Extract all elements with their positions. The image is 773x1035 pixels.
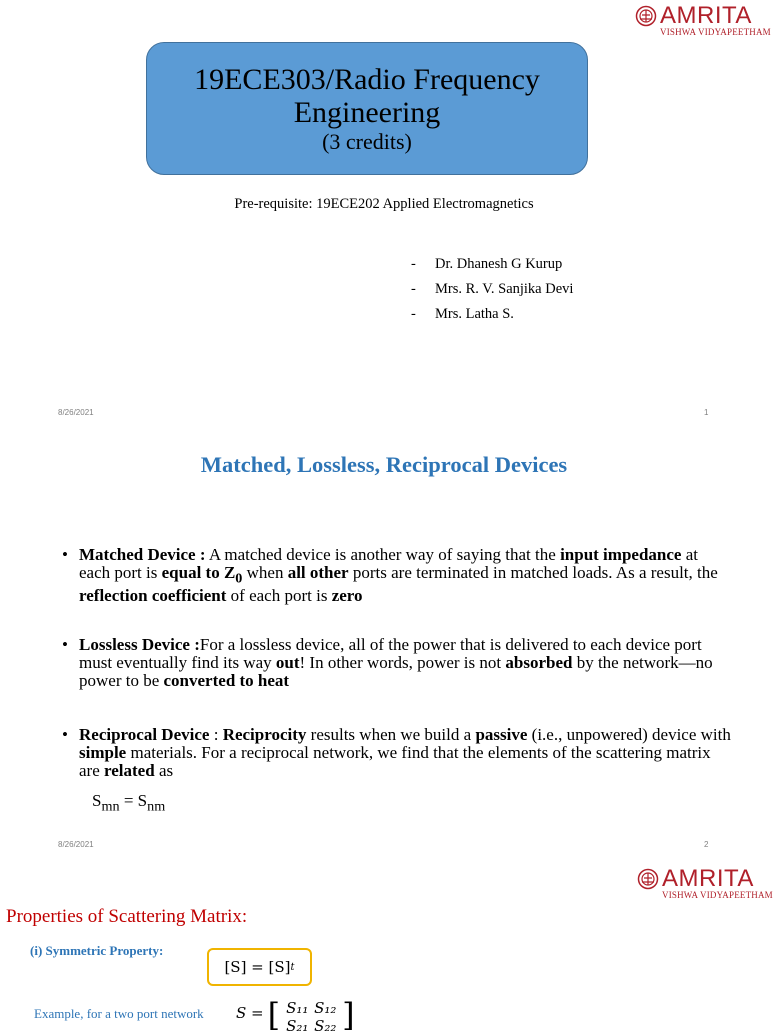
logo-subtitle: VISHWA VIDYAPEETHAM [662,890,773,900]
slide-date: 8/26/2021 [58,408,94,417]
bullet-text: results when we build a [306,725,476,744]
amrita-logo [637,865,773,900]
logo-wordmark: AMRITA [662,865,754,892]
author-dash: - [411,281,416,297]
bullet-bold: simple [79,743,127,762]
logo-wordmark: AMRITA [660,2,752,29]
bullet-text: of each port is [226,586,332,606]
bullet-heading: Lossless Device : [79,635,200,654]
bullet-dot: • [62,545,68,564]
author-name: Mrs. R. V. Sanjika Devi [435,281,574,297]
bullet-heading: Matched Device : [79,545,206,564]
bullet-text: : [209,725,223,744]
slide-1 [0,0,771,432]
formula-lhs: S [92,791,102,810]
bullet-text: when [242,563,288,582]
author-list [411,256,573,331]
amrita-logo [635,2,771,37]
author-dash: - [411,256,416,272]
bullet-bold: converted to heat [163,671,290,690]
bullet-text: A matched device is another way of saying that the [205,545,561,564]
author-item [411,281,573,306]
bullet-lossless-device [62,636,732,690]
slide-2 [0,432,768,864]
bullet-bold: all other [287,563,349,582]
matrix-right-bracket-icon: ] [342,996,355,1034]
bullet-matched-device [62,546,732,605]
matrix-grid [286,999,342,1035]
bullet-text: at each port is [79,545,698,582]
symmetric-formula-box [207,948,312,986]
bullet-heading: Reciprocal Device [79,725,210,744]
formula-equals: = [119,791,138,810]
symmetric-formula-sup: t [290,961,295,973]
author-name: Dr. Dhanesh G Kurup [435,256,563,272]
logo-subtitle: VISHWA VIDYAPEETHAM [660,27,771,37]
amrita-emblem-icon [635,5,657,27]
bullet-text: For a lossless device, all of the power that is delivered to each device port must eventually find its way [79,635,702,672]
prerequisite-text: Pre-requisite: 19ECE202 Applied Electromagnetics [234,196,534,212]
slide-title: Matched, Lossless, Reciprocal Devices [200,452,568,477]
bullet-bold: equal to Z [161,563,236,582]
bullet-text: (i.e., unpowered) device with [527,725,731,744]
matrix-left-bracket-icon: [ [267,996,281,1034]
course-title-line-1: 19ECE303/Radio Frequency [194,62,540,96]
symmetric-formula: [S] = [S] [224,958,291,976]
formula-rhs: S [137,791,148,810]
bullet-text: ports are terminated in matched loads. As a result, the [348,563,718,582]
bullet-reciprocal-device [62,726,732,780]
matrix-cell: S₂₂ [314,1017,337,1035]
bullet-text: by the network—no power to be [79,653,713,690]
formula-rhs-sub: nm [147,798,166,815]
example-label: Example, for a two port network [34,1006,204,1021]
amrita-emblem-icon [637,868,659,890]
reciprocity-formula [92,791,165,815]
bullet-bold: passive [475,725,528,744]
course-title-box [146,42,588,175]
bullet-bold: absorbed [505,653,573,672]
author-item [411,256,573,281]
bullet-bold: reflection coefficient [79,586,227,606]
course-title-line-2: Engineering [293,95,441,129]
bullet-bold: out [275,653,300,672]
slide-number: 2 [704,840,709,849]
bullet-bold: zero [331,586,363,606]
bullet-dot: • [62,725,68,744]
bullet-subscript: 0 [235,570,243,587]
course-credits: (3 credits) [322,128,412,154]
matrix-cell: S₂₁ [286,1017,309,1035]
bullet-text: materials. For a reciprocal network, we find that the elements of the scattering matrix are [79,743,711,780]
bullet-dot: • [62,635,68,654]
slide-date: 8/26/2021 [58,840,94,849]
matrix-cell: S₁₂ [314,999,337,1017]
symmetric-property-label: (i) Symmetric Property: [30,943,164,958]
formula-lhs-sub: mn [101,798,120,815]
author-item [411,306,573,331]
matrix-lhs: S = [236,1004,264,1022]
slide-3 [0,864,773,1035]
author-name: Mrs. Latha S. [435,306,514,322]
bullet-bold: input impedance [560,545,682,564]
bullet-bold: related [104,761,155,780]
author-dash: - [411,306,416,322]
matrix-cell: S₁₁ [286,999,309,1017]
slide-number: 1 [704,408,709,417]
slide-title: Properties of Scattering Matrix: [6,906,248,927]
bullet-text: ! In other words, power is not [299,653,506,672]
scattering-matrix [236,996,355,1035]
bullet-text: as [154,761,174,780]
bullet-bold: Reciprocity [222,725,307,744]
